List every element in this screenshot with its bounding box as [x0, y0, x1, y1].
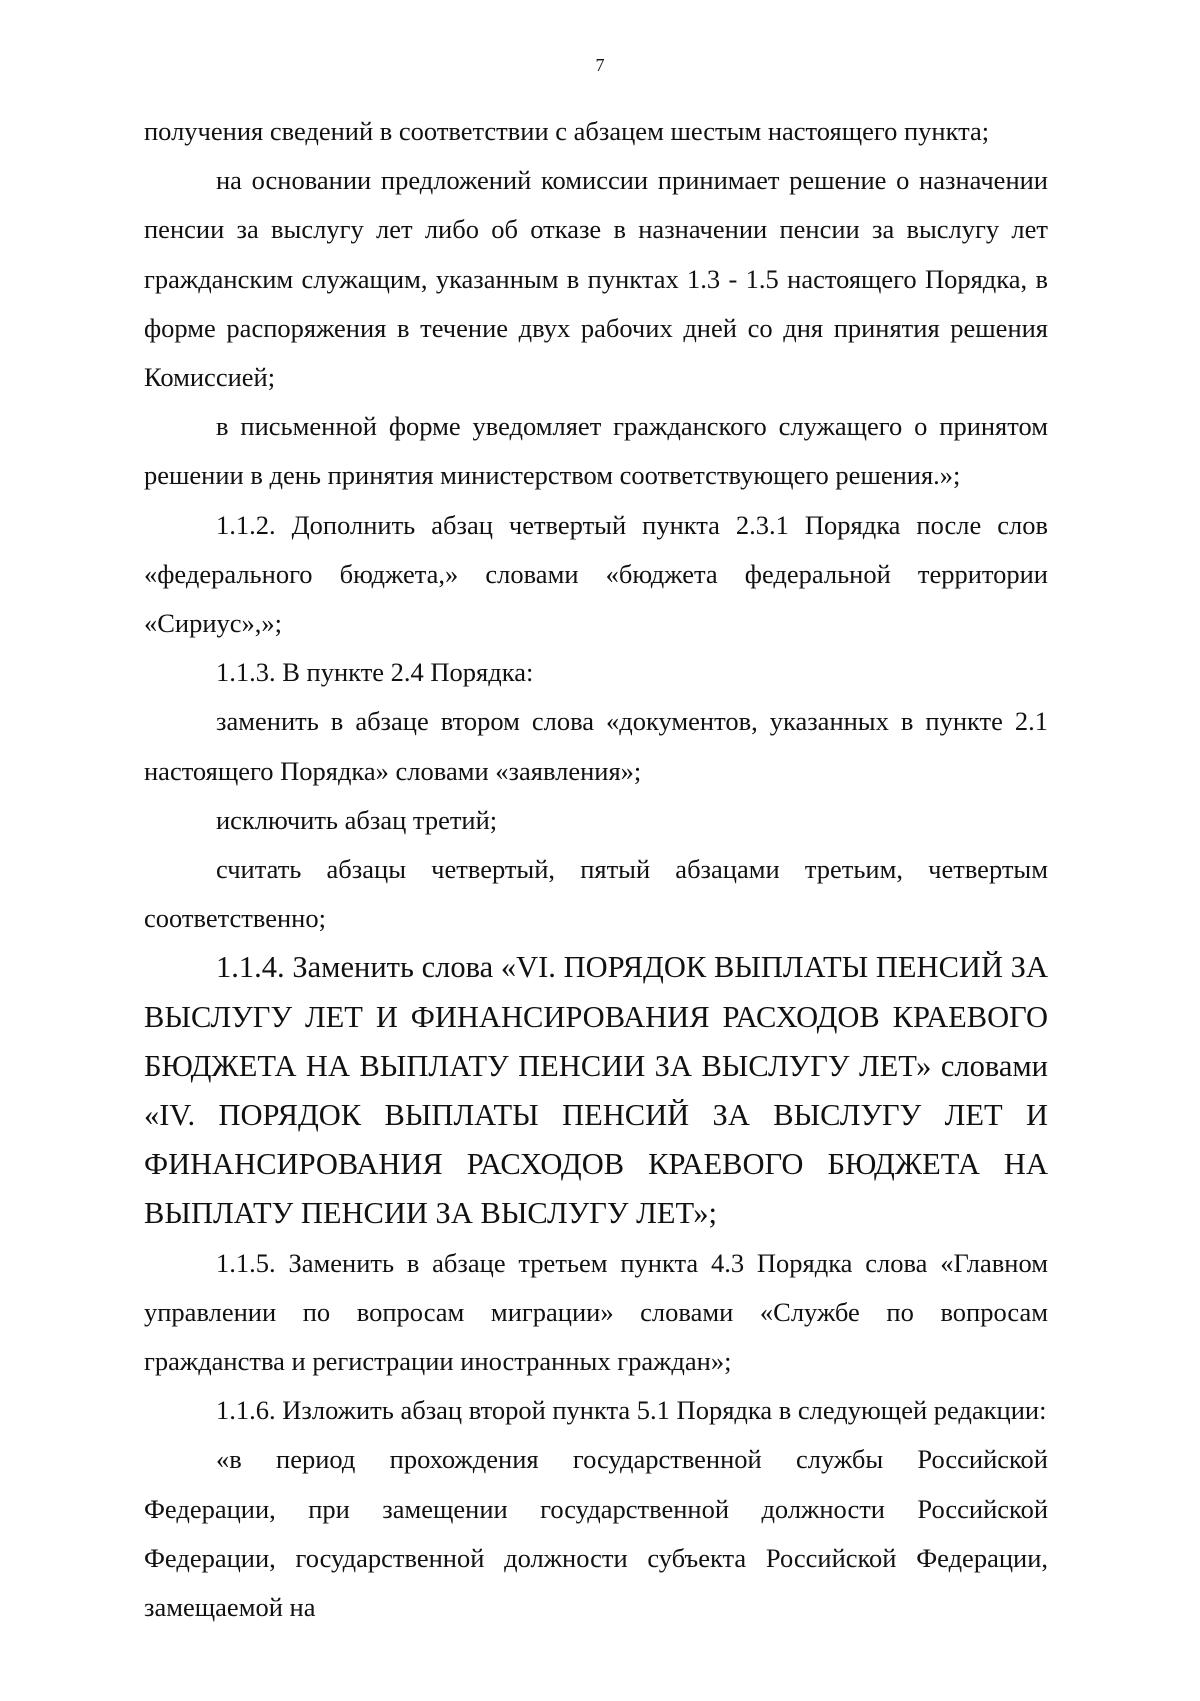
paragraph: на основании предложений комиссии принимает решение о назначении пенсии за выслугу лет либо об отказе в назначении пенсии за выслугу лет гражданским служащим, указанным в пунктах 1.3 - 1.5 настоящего Порядка, в форме распоряжения в течение двух рабочих дней со дня принятия решения Комиссией;	[144, 165, 1048, 393]
page-number: 7	[595, 55, 605, 75]
paragraph: в письменной форме уведомляет гражданского служащего о принятом решении в день принятия министерством соответствующего решения.»;	[144, 411, 1048, 491]
paragraph: получения сведений в соответствии с абзацем шестым настоящего пункта;	[144, 116, 990, 146]
paragraph: считать абзацы четвертый, пятый абзацами третьим, четвертым соответственно;	[144, 854, 1048, 934]
paragraph: 1.1.2. Дополнить абзац четвертый пункта 2.3.1 Порядка после слов «федерального бюджета,» словами «бюджета федеральной территории «Сириус»,»;	[144, 509, 1048, 639]
paragraph: 1.1.6. Изложить абзац второй пункта 5.1 Порядка в следующей редакции:	[216, 1395, 1047, 1426]
paragraph: заменить в абзаце втором слова «документов, указанных в пункте 2.1 настоящего Порядка» словами «заявления»;	[144, 706, 1048, 786]
paragraph: 1.1.3. В пункте 2.4 Порядка:	[216, 657, 534, 688]
document-body	[144, 107, 1048, 1632]
paragraph: исключить абзац третий;	[216, 804, 498, 835]
paragraph: 1.1.4. Заменить слова «VI. ПОРЯДОК ВЫПЛАТЫ ПЕНСИЙ ЗА ВЫСЛУГУ ЛЕТ И ФИНАНСИРОВАНИЯ РАСХОДОВ КРАЕВОГО БЮДЖЕТА НА ВЫПЛАТУ ПЕНСИИ ЗА ВЫСЛУГУ ЛЕТ» словами «IV. ПОРЯДОК ВЫПЛАТЫ ПЕНСИЙ ЗА ВЫСЛУГУ ЛЕТ И ФИНАНСИРОВАНИЯ РАСХОДОВ КРАЕВОГО БЮДЖЕТА НА ВЫПЛАТУ ПЕНСИИ ЗА ВЫСЛУГУ ЛЕТ»;	[144, 950, 1048, 1231]
paragraph: 1.1.5. Заменить в абзаце третьем пункта 4.3 Порядка слова «Главном управлении по вопросам миграции» словами «Службе по вопросам гражданства и регистрации иностранных граждан»;	[144, 1247, 1048, 1377]
paragraph: «в период прохождения государственной службы Российской Федерации, при замещении государственной должности Российской Федерации, государственной должности субъекта Российской Федерации, замещаемой на	[144, 1444, 1048, 1623]
